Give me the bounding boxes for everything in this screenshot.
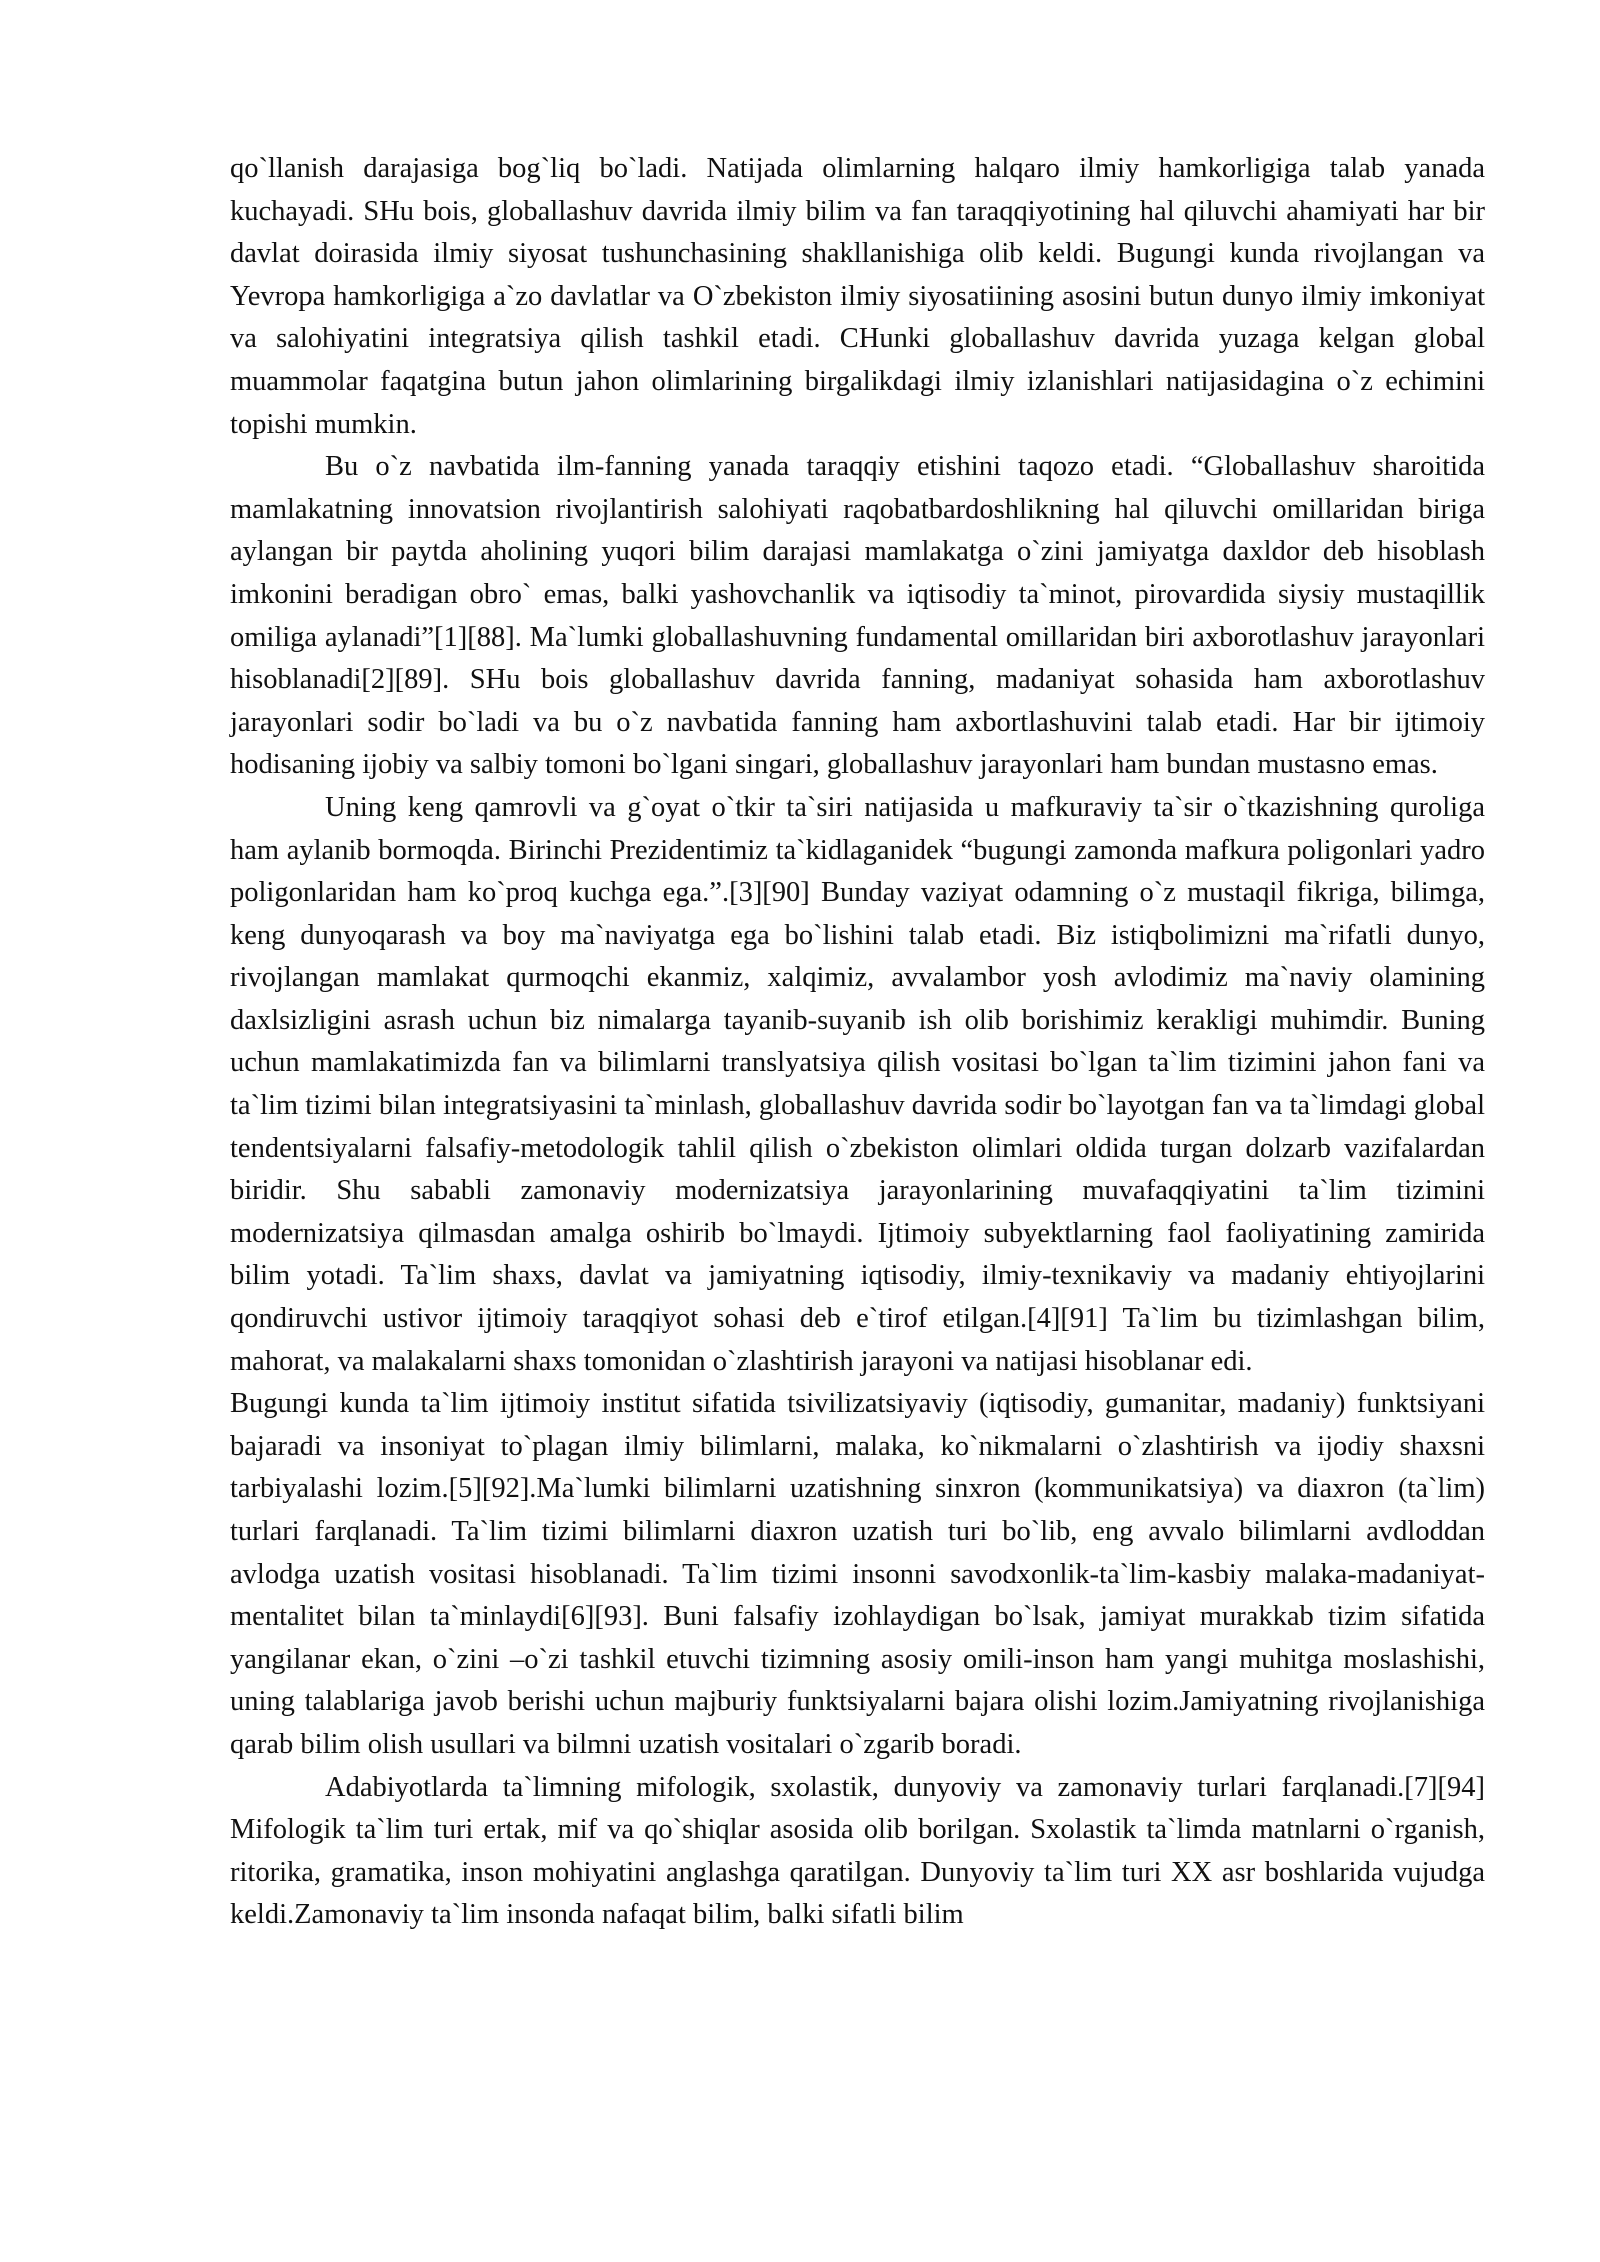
paragraph-2: Bu o`z navbatida ilm-fanning yanada taraqqiy etishini taqozo etadi. “Globallashuv sharoitida mamlakatning innovatsion rivojlantirish salohiyati raqobatbardoshlikning hal qiluvchi omillaridan biriga aylangan bir paytda aholining yuqori bilim darajasi mamlakatga o`zini jamiyatga daxldor deb hisoblash imkonini beradigan obro` emas, balki yashovchanlik va iqtisodiy ta`minot, pirovardida siysiy mustaqillik omiliga aylanadi”[1][88]. Ma`lumki globallashuvning fundamental omillaridan biri axborotlashuv jarayonlari hisoblanadi[2][89]. SHu bois globallashuv davrida fanning, madaniyat sohasida ham axborotlashuv jarayonlari sodir bo`ladi va bu o`z navbatida fanning ham axbortlashuvini talab etadi. Har bir ijtimoiy hodisaning ijobiy va salbiy tomoni bo`lgani singari, globallashuv jarayonlari ham bundan mustasno emas.: [230, 451, 1485, 781]
paragraph-5: Adabiyotlarda ta`limning mifologik, sxolastik, dunyoviy va zamonaviy turlari farqlanadi.[7][94] Mifologik ta`lim turi ertak, mif va qo`shiqlar asosida olib borilgan. Sxolastik ta`limda matnlarni o`rganish, ritorika, gramatika, inson mohiyatini anglashga qaratilgan. Dunyoviy ta`lim turi XX asr boshlarida vujudga keldi.Zamonaviy ta`lim insonda nafaqat bilim, balki sifatli bilim: [230, 1771, 1485, 1931]
paragraph-4: Bugungi kunda ta`lim ijtimoiy institut sifatida tsivilizatsiyaviy (iqtisodiy, gumanitar, madaniy) funktsiyani bajaradi va insoniyat to`plagan ilmiy bilimlarni, malaka, ko`nikmalarni o`zlashtirish va ijodiy shaxsni tarbiyalashi lozim.[5][92].Ma`lumki bilimlarni uzatishning sinxron (kommunikatsiya) va diaxron (ta`lim) turlari farqlanadi. Ta`lim tizimi bilimlarni diaxron uzatish turi bo`lib, eng avvalo bilimlarni avdloddan avlodga uzatish vositasi hisoblanadi. Ta`lim tizimi insonni savodxonlik-ta`lim-kasbiy malaka-madaniyat-mentalitet bilan ta`minlaydi[6][93]. Buni falsafiy izohlaydigan bo`lsak, jamiyat murakkab tizim sifatida yangilanar ekan, o`zini –o`zi tashkil etuvchi tizimning asosiy omili-inson ham yangi muhitga moslashishi, uning talablariga javob berishi uchun majburiy funktsiyalarni bajara olishi lozim.Jamiyatning rivojlanishiga qarab bilim olish usullari va bilmni uzatish vositalari o`zgarib boradi.: [230, 1388, 1485, 1760]
paragraph-3: Uning keng qamrovli va g`oyat o`tkir ta`siri natijasida u mafkuraviy ta`sir o`tkazishning quroliga ham aylanib bormoqda. Birinchi Prezidentimiz ta`kidlaganidek “bugungi zamonda mafkura poligonlari yadro poligonlaridan ham ko`proq kuchga ega.”.[3][90] Bunday vaziyat odamning o`z mustaqil fikriga, bilimga, keng dunyoqarash va boy ma`naviyatga ega bo`lishini talab etadi. Biz istiqbolimizni ma`rifatli dunyo, rivojlangan mamlakat qurmoqchi ekanmiz, xalqimiz, avvalambor yosh avlodimiz ma`naviy olamining daxlsizligini asrash uchun biz nimalarga tayanib-suyanib ish olib borishimiz kerakligi muhimdir. Buning uchun mamlakatimizda fan va bilimlarni translyatsiya qilish vositasi bo`lgan ta`lim tizimini jahon fani va ta`lim tizimi bilan integratsiyasini ta`minlash, globallashuv davrida sodir bo`layotgan fan va ta`limdagi global tendentsiyalarni falsafiy-metodologik tahlil qilish o`zbekiston olimlari oldida turgan dolzarb vazifalardan biridir. Shu sababli zamonaviy modernizatsiya jarayonlarining muvafaqqiyatini ta`lim tizimini modernizatsiya qilmasdan amalga oshirib bo`lmaydi. Ijtimoiy subyektlarning faol faoliyatining zamirida bilim yotadi. Ta`lim shaxs, davlat va jamiyatning iqtisodiy, ilmiy-texnikaviy va madaniy ehtiyojlarini qondiruvchi ustivor ijtimoiy taraqqiyot sohasi deb e`tirof etilgan.[4][91] Ta`lim bu tizimlashgan bilim, mahorat, va malakalarni shaxs tomonidan o`zlashtirish jarayoni va natijasi hisoblanar edi.: [230, 791, 1485, 1377]
paragraph-1: qo`llanish darajasiga bog`liq bo`ladi. Natijada olimlarning halqaro ilmiy hamkorligiga talab yanada kuchayadi. SHu bois, globallashuv davrida ilmiy bilim va fan taraqqiyotining hal qiluvchi ahamiyati har bir davlat doirasida ilmiy siyosat tushunchasining shakllanishiga olib keldi. Bugungi kunda rivojlangan va Yevropa hamkorligiga a`zo davlatlar va O`zbekiston ilmiy siyosatiining asosini butun dunyo ilmiy imkoniyat va salohiyatini integratsiya qilish tashkil etadi. CHunki globallashuv davrida yuzaga kelgan global muammolar faqatgina butun jahon olimlarining birgalikdagi ilmiy izlanishlari natijasidagina o`z echimini topishi mumkin.: [230, 153, 1485, 440]
document-page: [230, 148, 1485, 1937]
